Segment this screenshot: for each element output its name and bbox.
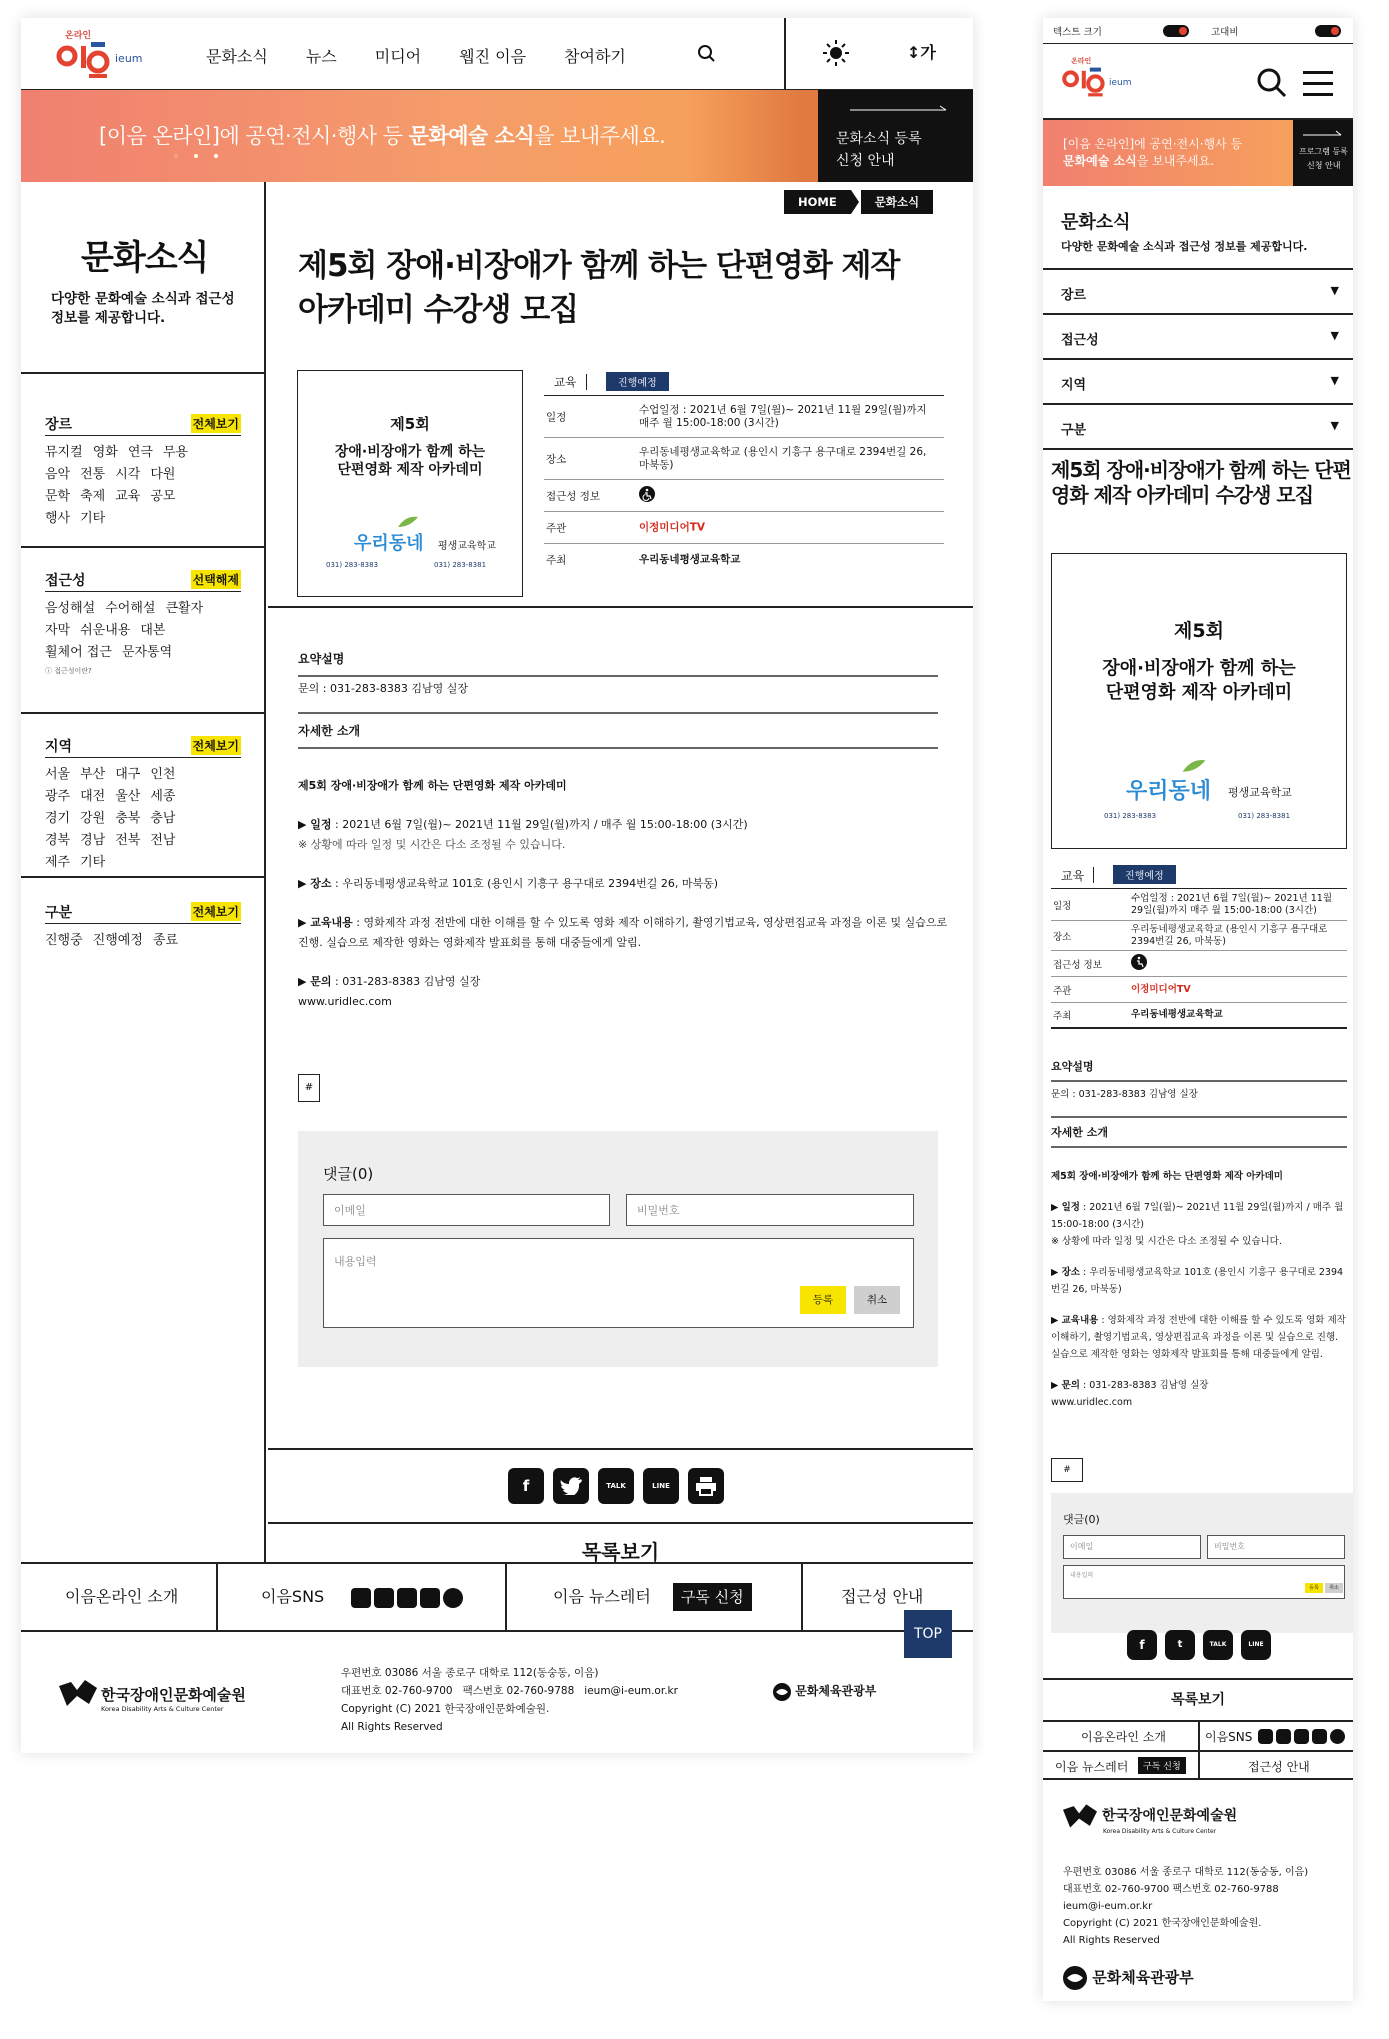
summary-title: 요약설명 [1051, 1058, 1347, 1082]
detail-schedule: ▶ 일정 : 2021년 6월 7일(월)~ 2021년 11월 29일(월)까지 / 매주 월 15:00-18:00 (3시간) ※ 상황에 따라 일정 및 시간은 다소 조정될 수 있습니다. [298, 818, 748, 851]
nav-item-news[interactable]: 뉴스 [305, 47, 337, 66]
mobile-promo-banner[interactable] [1043, 120, 1353, 186]
search-icon[interactable] [1257, 68, 1287, 98]
section-desc: 다양한 문화예술 소식과 접근성 정보를 제공합니다. [1061, 240, 1308, 253]
text-size-icon[interactable]: ↕가 [907, 43, 936, 62]
info-key: 일정 [546, 411, 567, 423]
filter-status [45, 902, 241, 952]
ministry-name: 문화체육관광부 [795, 1684, 877, 1698]
menu-icon[interactable] [1303, 68, 1333, 98]
facebook-icon[interactable] [1276, 1729, 1291, 1744]
footer-sns [261, 1564, 463, 1630]
breadcrumb [784, 190, 933, 214]
kdac-logo[interactable] [59, 1684, 246, 1713]
mobile-footer-nav-1 [1043, 1720, 1353, 1750]
region-item[interactable]: 경남 [80, 833, 106, 848]
info-tags [544, 370, 944, 396]
subscribe-button[interactable]: 구독 신청 [1138, 1757, 1186, 1774]
footer-sns-label: 이음SNS [261, 1587, 325, 1606]
detail-heading: 제5회 장애·비장애가 함께 하는 단편영화 제작 아카데미 [1051, 1171, 1283, 1182]
footer-nav-divider [505, 1564, 507, 1630]
comment-password-input[interactable]: 비밀번호 [1207, 1535, 1345, 1559]
detail-url[interactable]: www.uridlec.com [298, 995, 392, 1008]
ministry-logo[interactable] [1063, 1966, 1194, 1990]
sidebar-divider [21, 546, 266, 548]
poster-line1: 제5회 [390, 415, 430, 433]
summary-title: 요약설명 [298, 650, 938, 677]
comment-password-input[interactable]: 비밀번호 [626, 1194, 914, 1226]
event-poster [297, 370, 523, 597]
filter-genre-all[interactable]: 전체보기 [191, 414, 241, 433]
poster-brand-sub: 평생교육학교 [438, 541, 496, 552]
line-icon[interactable]: LINE [643, 1468, 679, 1504]
footer-nav-divider [1198, 1722, 1200, 1750]
info-row-organizer: 주관 이정미디어TV [1051, 977, 1347, 1003]
content-divider [268, 606, 973, 608]
contrast-toggle[interactable] [1315, 25, 1341, 37]
tag-divider [586, 374, 587, 390]
poster-phone1: 031) 283-8383 [1104, 812, 1157, 820]
footer-newsletter-label: 이음 뉴스레터 [1055, 1760, 1129, 1774]
text-size-toggle[interactable] [1163, 25, 1189, 37]
poster-phone1: 031) 283-8383 [326, 561, 379, 569]
logo-mark-icon [55, 38, 115, 82]
section-title: 문화소식 [1061, 212, 1131, 233]
info-value: 이정미디어TV [639, 521, 706, 533]
arrow-right-icon [1303, 130, 1343, 138]
detail-title: 자세한 소개 [1051, 1116, 1347, 1148]
access-item[interactable]: 쉬운내용 [80, 623, 131, 638]
footer-newsletter [553, 1564, 752, 1630]
comment-section [298, 1131, 938, 1367]
detail-title: 자세한 소개 [298, 712, 938, 749]
detail-contact: ▶ 문의 : 031-283-8383 김남영 실장 www.uridlec.com [1051, 1380, 1209, 1408]
facebook-icon[interactable]: f [508, 1468, 544, 1504]
region-item[interactable]: 충남 [150, 811, 176, 826]
genre-item[interactable]: 전통 [80, 467, 106, 482]
poster-line2: 장애·비장애가 함께 하는 [334, 444, 486, 460]
nav-item-culture[interactable]: 문화소식 [206, 47, 268, 66]
access-info-link[interactable]: ⓘ 접근성이란? [45, 667, 92, 675]
filter-status-all[interactable]: 전체보기 [191, 902, 241, 921]
region-item[interactable]: 기타 [80, 855, 106, 870]
promo-banner[interactable] [21, 90, 973, 182]
summary-text: 문의 : 031-283-8383 김남영 실장 [298, 682, 468, 695]
region-item[interactable]: 경북 [45, 833, 71, 848]
footer-rights: All Rights Reserved [341, 1721, 443, 1733]
status-badge: 진행예정 [1113, 865, 1176, 884]
footer-about-link[interactable]: 이음온라인 소개 [65, 1587, 179, 1606]
filter-region [45, 736, 241, 874]
comment-submit-button[interactable]: 등록 [800, 1286, 846, 1314]
logo-mark-icon [1061, 64, 1109, 100]
detail-body [1051, 1168, 1347, 1425]
top-button[interactable]: TOP [904, 1610, 952, 1658]
region-item[interactable]: 강원 [80, 811, 106, 826]
info-value: 수업일정 : 2021년 6월 7일(월)~ 2021년 11월 29일(월)까지 매주 월 15:00-18:00 (3시간) [639, 403, 927, 429]
region-item[interactable]: 서울 [45, 767, 71, 782]
footer-sns-icons [1255, 1729, 1345, 1744]
detail-heading: 제5회 장애·비장애가 함께 하는 단편영화 제작 아카데미 [298, 779, 567, 792]
wheelchair-icon [639, 486, 655, 502]
dropdown-genre[interactable]: 장르 ▼ [1043, 270, 1353, 315]
detail-edu: ▶ 교육내용 : 영화제작 과정 전반에 대한 이해를 할 수 있도록 영화 제작 이해하기, 촬영기법교육, 영상편집교육 과정을 이론 및 실습으로 진행. 실습으로 제작한 영화는 영화제작 발표회를 통해 대중들에게 알림. [298, 916, 948, 949]
facebook-icon[interactable] [374, 1588, 394, 1608]
hashtag-box[interactable]: # [298, 1074, 320, 1102]
footer-sns-label: 이음SNS [1205, 1730, 1253, 1744]
info-row-host [544, 544, 944, 576]
event-info [544, 370, 944, 576]
info-row-place [544, 438, 944, 480]
status-item[interactable]: 진행중 [45, 933, 83, 948]
sidebar-divider [21, 876, 266, 878]
genre-item[interactable]: 음악 [45, 467, 71, 482]
info-row-place: 장소 우리동네평생교육학교 (용인시 기흥구 용구대로 2394번길 26, 마북동) [1051, 921, 1347, 951]
banner-text: [이음 온라인]에 공연·전시·행사 등 문화예술 소식을 보내주세요. [99, 124, 666, 148]
kakaotalk-icon[interactable]: TALK [598, 1468, 634, 1504]
region-item[interactable]: 인천 [150, 767, 176, 782]
filter-region-all[interactable]: 전체보기 [191, 736, 241, 755]
banner-register-guide[interactable] [818, 90, 973, 182]
comment-section [1051, 1493, 1353, 1633]
leaf-icon [396, 515, 420, 529]
genre-item[interactable]: 공모 [150, 489, 176, 504]
logo-small-text: 온라인 [65, 31, 92, 41]
main-nav [206, 44, 664, 67]
mobile-logo[interactable] [1061, 56, 1141, 106]
list-button[interactable]: 목록보기 [581, 1540, 660, 1564]
region-item[interactable]: 대구 [115, 767, 141, 782]
region-item[interactable]: 전남 [150, 833, 176, 848]
footer-addr-line: 우편번호 03086 서울 종로구 대학로 112(동숭동, 이음) [341, 1667, 599, 1679]
access-item[interactable]: 수어해설 [105, 601, 156, 616]
text-size-label: 텍스트 크기 [1053, 27, 1102, 38]
article-title: 제5회 장애·비장애가 함께 하는 단편영화 제작 아카데미 수강생 모집 [298, 248, 900, 328]
footer-org-en: Korea Disability Arts & Culture Center [101, 1705, 224, 1713]
poster-brand: 우리동네 [354, 533, 424, 554]
info-value: 우리동네평생교육학교 (용인시 기흥구 용구대로 2394번길 26, 마북동) [639, 445, 927, 471]
info-key: 주관 [546, 522, 567, 534]
poster-brand: 우리동네 [1126, 779, 1212, 804]
genre-item[interactable]: 문학 [45, 489, 71, 504]
dropdown-status[interactable]: 구분 ▼ [1043, 405, 1353, 450]
footer-nav [21, 1562, 973, 1632]
region-item[interactable]: 경기 [45, 811, 71, 826]
footer-address [341, 1664, 678, 1736]
logo-word: ieum [1109, 78, 1132, 88]
info-row-schedule: 일정 수업일정 : 2021년 6월 7일(월)~ 2021년 11월 29일(월)까지 매주 월 15:00-18:00 (3시간) [1051, 889, 1347, 921]
sidebar [21, 182, 266, 1562]
facebook-icon[interactable]: f [1127, 1630, 1157, 1660]
comment-cancel-button[interactable]: 취소 [854, 1286, 900, 1314]
detail-schedule: ▶ 일정 : 2021년 6월 7일(월)~ 2021년 11월 29일(월)까지 / 매주 월 15:00-18:00 (3시간) ※ 상황에 따라 일정 및 시간은 다소 조정될 수 있습니다. [1051, 1202, 1344, 1247]
mobile-section-head [1043, 186, 1353, 270]
desktop-page [21, 18, 973, 1753]
instagram-icon[interactable] [1294, 1729, 1309, 1744]
caret-down-icon: ▼ [1330, 284, 1339, 297]
banner-register-line2: 신청 안내 [1307, 161, 1341, 170]
genre-item[interactable]: 다원 [150, 467, 176, 482]
detail-body [298, 776, 948, 1031]
footer-contact-line: 대표번호 02-760-9700 팩스번호 02-760-9788 ieum@i-eum.or.kr [341, 1685, 678, 1697]
footer-access-link[interactable]: 접근성 안내 [1248, 1760, 1310, 1774]
detail-place: ▶ 장소 : 우리동네평생교육학교 101호 (용인시 기흥구 용구대로 2394번길 26, 마북동) [298, 877, 719, 890]
info-key: 장소 [546, 453, 567, 465]
status-item[interactable]: 종료 [152, 933, 179, 948]
breadcrumb-current[interactable]: 문화소식 [861, 190, 933, 214]
comment-title: 댓글(0) [1063, 1513, 1100, 1526]
filter-status-label: 구분 [45, 905, 73, 921]
region-item[interactable]: 울산 [115, 789, 141, 804]
breadcrumb-separator-icon [851, 190, 861, 214]
detail-edu: ▶ 교육내용 : 영화제작 과정 전반에 대한 이해를 할 수 있도록 영화 제작 이해하기, 촬영기법교육, 영상편집교육 과정을 이론 및 실습으로 진행. 실습으로 제작한 영화는 영화제작 발표회를 통해 대중들에게 알림. [1051, 1315, 1346, 1360]
filter-genre-label: 장르 [45, 417, 73, 433]
genre-item[interactable]: 기타 [80, 511, 106, 526]
article-title: 제5회 장애·비장애가 함께 하는 단편영화 제작 아카데미 수강생 모집 [1051, 458, 1351, 507]
sidebar-divider [21, 712, 266, 714]
channel-icon[interactable] [1330, 1729, 1345, 1744]
logo-word: ieum [115, 52, 143, 65]
footer-org-en: Korea Disability Arts & Culture Center [1103, 1828, 1217, 1835]
footer-access-link[interactable]: 접근성 안내 [841, 1587, 924, 1606]
breadcrumb-home[interactable]: HOME [784, 190, 851, 214]
comment-email-input[interactable]: 이메일 [323, 1194, 610, 1226]
site-footer [21, 1632, 973, 1753]
detail-url[interactable]: www.uridlec.com [1051, 1397, 1133, 1408]
nav-item-media[interactable]: 미디어 [374, 47, 422, 66]
filter-genre [45, 414, 241, 530]
region-item[interactable]: 세종 [150, 789, 176, 804]
header-divider [784, 18, 786, 90]
access-item[interactable]: 문자통역 [121, 645, 173, 660]
footer-nav-divider [216, 1564, 218, 1630]
footer-copyright: Copyright (C) 2021 한국장애인문화예술원. [1063, 1918, 1262, 1929]
region-item[interactable]: 부산 [80, 767, 106, 782]
kdac-logo-icon [59, 1680, 97, 1706]
info-tags [1051, 863, 1347, 889]
access-item[interactable]: 음성해설 [45, 601, 96, 616]
brightness-icon[interactable] [821, 38, 851, 68]
instagram-icon[interactable] [397, 1588, 417, 1608]
leaf-icon [1180, 758, 1208, 774]
comment-cancel-button[interactable]: 취소 [1325, 1583, 1343, 1593]
banner-register-line1: 프로그램 등록 [1299, 147, 1348, 156]
youtube-icon[interactable] [420, 1588, 440, 1608]
contrast-label: 고대비 [1211, 27, 1239, 38]
genre-item[interactable]: 뮤지컬 [45, 445, 83, 460]
dropdown-accessibility[interactable]: 접근성 ▼ [1043, 315, 1353, 360]
info-key: 접근성 정보 [546, 490, 601, 502]
ministry-logo-icon [773, 1683, 791, 1701]
region-item[interactable]: 충북 [115, 811, 141, 826]
genre-item[interactable]: 교육 [115, 489, 141, 504]
mobile-header [1043, 44, 1353, 120]
region-item[interactable]: 대전 [80, 789, 106, 804]
filter-access-label: 접근성 [45, 573, 86, 589]
logo-small-text: 온라인 [1071, 57, 1092, 65]
channel-icon[interactable] [443, 1588, 463, 1608]
filter-region-label: 지역 [45, 739, 73, 755]
info-row-access [544, 480, 944, 512]
info-value [639, 486, 939, 506]
info-row-host: 주최 우리동네평생교육학교 [1051, 1003, 1347, 1029]
access-item[interactable]: 큰활자 [165, 601, 204, 616]
genre-item[interactable]: 시각 [115, 467, 141, 482]
poster-line2: 장애·비장애가 함께 하는 [1102, 658, 1296, 679]
site-header [21, 18, 973, 90]
genre-item[interactable]: 영화 [92, 445, 118, 460]
genre-item[interactable]: 축제 [80, 489, 106, 504]
filter-access-clear[interactable]: 선택해제 [191, 570, 241, 589]
print-icon[interactable] [688, 1468, 724, 1504]
kakaotalk-icon[interactable]: TALK [1203, 1630, 1233, 1660]
info-row-organizer [544, 512, 944, 544]
sidebar-title: 문화소식 [81, 238, 209, 278]
status-badge: 진행예정 [606, 372, 669, 391]
kdac-logo[interactable] [1063, 1804, 1343, 1835]
arrow-right-icon [850, 104, 950, 114]
poster-line1: 제5회 [1174, 620, 1224, 642]
detail-place: ▶ 장소 : 우리동네평생교육학교 101호 (용인시 기흥구 용구대로 2394번길 26, 마북동) [1051, 1267, 1344, 1295]
footer-about-link[interactable]: 이음온라인 소개 [1081, 1730, 1166, 1744]
access-item[interactable]: 휠체어 접근 [45, 645, 112, 660]
genre-item[interactable]: 무용 [162, 445, 189, 460]
mobile-page [1043, 18, 1353, 2001]
twitter-icon[interactable]: t [1165, 1630, 1195, 1660]
site-logo[interactable] [55, 28, 165, 82]
sidebar-divider [21, 372, 266, 374]
genre-item[interactable]: 연극 [127, 445, 153, 460]
genre-item[interactable]: 행사 [45, 511, 71, 526]
info-row-schedule [544, 396, 944, 438]
line-icon[interactable]: LINE [1241, 1630, 1271, 1660]
share-bar [268, 1448, 973, 1524]
ministry-logo[interactable] [773, 1682, 876, 1701]
footer-copyright: Copyright (C) 2021 한국장애인문화예술원. [341, 1703, 550, 1715]
info-row-access: 접근성 정보 [1051, 951, 1347, 977]
ministry-logo-icon [1063, 1966, 1087, 1990]
comment-submit-button[interactable]: 등록 [1305, 1583, 1323, 1593]
footer-org-name: 한국장애인문화예술원 [1101, 1808, 1238, 1824]
mobile-topbar [1043, 18, 1353, 44]
poster-brand-sub: 평생교육학교 [1228, 786, 1292, 799]
footer-addr-line: 우편번호 03086 서울 종로구 대학로 112(동숭동, 이음) [1063, 1867, 1309, 1878]
list-button[interactable]: 목록보기 [1043, 1678, 1353, 1720]
category-label: 교육 [554, 375, 577, 389]
footer-org-name: 한국장애인문화예술원 [101, 1686, 246, 1704]
poster-phone2: 031) 283-8381 [434, 561, 487, 569]
footer-nav-divider [1198, 1752, 1200, 1780]
nav-item-webzine[interactable]: 웹진 이음 [459, 47, 527, 66]
nav-item-participate[interactable]: 참여하기 [564, 47, 626, 66]
footer-contact-line: 대표번호 02-760-9700 팩스번호 02-760-9788 [1063, 1884, 1279, 1895]
banner-dots-icon [171, 152, 241, 160]
summary-text: 문의 : 031-283-8383 김남영 실장 [1051, 1089, 1198, 1100]
mobile-footer-nav-2 [1043, 1750, 1353, 1780]
event-poster [1051, 553, 1347, 849]
status-item[interactable]: 진행예정 [92, 933, 143, 948]
blog-icon[interactable] [1258, 1729, 1273, 1744]
access-item[interactable]: 대본 [140, 623, 166, 638]
search-icon[interactable] [697, 44, 717, 64]
comment-email-input[interactable]: 이메일 [1063, 1535, 1201, 1559]
dropdown-region[interactable]: 지역 ▼ [1043, 360, 1353, 405]
caret-down-icon: ▼ [1330, 329, 1339, 342]
poster-phone2: 031) 283-8381 [1238, 812, 1291, 820]
footer-address [1063, 1864, 1348, 1949]
caret-down-icon: ▼ [1330, 374, 1339, 387]
comment-title: 댓글(0) [323, 1165, 374, 1183]
ministry-name: 문화체육관광부 [1092, 1968, 1194, 1987]
wheelchair-icon [1131, 954, 1147, 970]
footer-newsletter-label: 이음 뉴스레터 [553, 1587, 651, 1606]
detail-contact: ▶ 문의 : 031-283-8383 김남영 실장 www.uridlec.com [298, 975, 481, 1008]
footer-nav-divider [801, 1564, 803, 1630]
footer-email: ieum@i-eum.or.kr [1063, 1901, 1153, 1912]
subscribe-button[interactable]: 구독 신청 [673, 1583, 752, 1611]
info-key: 주최 [546, 554, 567, 567]
sidebar-desc: 다양한 문화예술 소식과 접근성 정보를 제공합니다. [51, 291, 235, 326]
footer-rights: All Rights Reserved [1063, 1935, 1160, 1946]
twitter-icon[interactable] [553, 1468, 589, 1504]
category-label: 교육 [1061, 869, 1085, 883]
blog-icon[interactable] [351, 1588, 371, 1608]
comment-content-input[interactable]: 내용입력 [323, 1238, 914, 1328]
hashtag-box[interactable]: # [1051, 1458, 1083, 1482]
banner-register-line2: 신청 안내 [836, 153, 895, 169]
caret-down-icon: ▼ [1330, 419, 1339, 432]
filter-accessibility [45, 570, 241, 676]
poster-line3: 단편영화 제작 아카데미 [337, 462, 483, 478]
comment-content-input[interactable]: 내용입력 [1063, 1565, 1345, 1599]
access-item[interactable]: 자막 [45, 623, 71, 638]
poster-line3: 단편영화 제작 아카데미 [1105, 682, 1293, 703]
region-item[interactable]: 전북 [115, 833, 141, 848]
banner-register-guide[interactable] [1293, 120, 1353, 186]
youtube-icon[interactable] [1312, 1729, 1327, 1744]
region-item[interactable]: 제주 [45, 855, 71, 870]
banner-text: [이음 온라인]에 공연·전시·행사 등 문화예술 소식을 보내주세요. [1063, 137, 1243, 168]
kdac-logo-icon [1063, 1804, 1097, 1828]
event-info [1051, 863, 1347, 1029]
info-value: 우리동네평생교육학교 [639, 553, 741, 566]
tag-divider [1093, 867, 1094, 883]
banner-register-line1: 문화소식 등록 [836, 131, 922, 147]
region-item[interactable]: 광주 [45, 789, 71, 804]
